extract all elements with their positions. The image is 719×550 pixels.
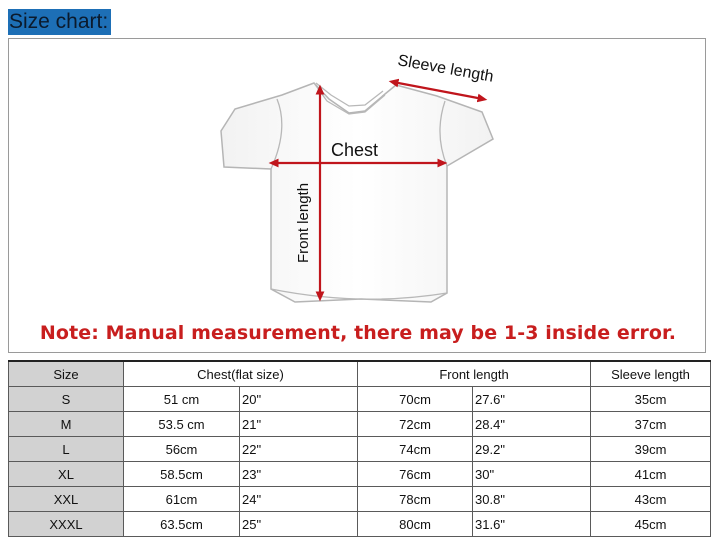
- measurement-diagram: [8, 38, 706, 353]
- chest-cm-cell: 63.5cm: [124, 512, 240, 537]
- sleeve-cell: 41cm: [591, 462, 711, 487]
- chest-cm-cell: 58.5cm: [124, 462, 240, 487]
- front-length-header: Front length: [358, 361, 591, 387]
- size-cell: M: [9, 412, 124, 437]
- front-in-cell: 30": [473, 462, 591, 487]
- front-cm-cell: 76cm: [358, 462, 473, 487]
- front-cm-cell: 78cm: [358, 487, 473, 512]
- front-length-label: Front length: [295, 182, 312, 263]
- front-in-cell: 31.6": [473, 512, 591, 537]
- sleeve-cell: 37cm: [591, 412, 711, 437]
- table-row: [9, 387, 711, 412]
- size-header: Size: [9, 361, 124, 387]
- front-cm-cell: 72cm: [358, 412, 473, 437]
- table-row: [9, 512, 711, 537]
- sleeve-cell: 35cm: [591, 387, 711, 412]
- jersey-outline: [221, 83, 493, 302]
- front-in-cell: 27.6": [473, 387, 591, 412]
- jersey-diagram: [9, 39, 707, 354]
- size-cell: S: [9, 387, 124, 412]
- chest-header: Chest(flat size): [124, 361, 358, 387]
- chest-in-cell: 21": [240, 412, 358, 437]
- table-row: [9, 487, 711, 512]
- table-row: [9, 462, 711, 487]
- chest-cm-cell: 56cm: [124, 437, 240, 462]
- front-cm-cell: 70cm: [358, 387, 473, 412]
- sleeve-cell: 45cm: [591, 512, 711, 537]
- sleeve-length-header: Sleeve length: [591, 361, 711, 387]
- chest-in-cell: 23": [240, 462, 358, 487]
- sleeve-cell: 43cm: [591, 487, 711, 512]
- chest-in-cell: 20": [240, 387, 358, 412]
- size-cell: L: [9, 437, 124, 462]
- sleeve-cell: 39cm: [591, 437, 711, 462]
- measurement-note: Note: Manual measurement, there may be 1-3 inside error.: [39, 322, 677, 344]
- front-in-cell: 29.2": [473, 437, 591, 462]
- size-cell: XXL: [9, 487, 124, 512]
- front-cm-cell: 74cm: [358, 437, 473, 462]
- sleeve-length-label: Sleeve length: [396, 52, 495, 86]
- chest-in-cell: 25": [240, 512, 358, 537]
- size-table: [8, 360, 711, 537]
- table-header-row: [9, 361, 711, 387]
- front-cm-cell: 80cm: [358, 512, 473, 537]
- size-chart-title: Size chart:: [8, 9, 111, 35]
- front-in-cell: 28.4": [473, 412, 591, 437]
- chest-cm-cell: 61cm: [124, 487, 240, 512]
- chest-cm-cell: 53.5 cm: [124, 412, 240, 437]
- chest-label: Chest: [331, 140, 379, 160]
- chest-in-cell: 24": [240, 487, 358, 512]
- chest-cm-cell: 51 cm: [124, 387, 240, 412]
- table-row: [9, 437, 711, 462]
- chest-in-cell: 22": [240, 437, 358, 462]
- table-row: [9, 412, 711, 437]
- front-in-cell: 30.8": [473, 487, 591, 512]
- size-cell: XL: [9, 462, 124, 487]
- size-cell: XXXL: [9, 512, 124, 537]
